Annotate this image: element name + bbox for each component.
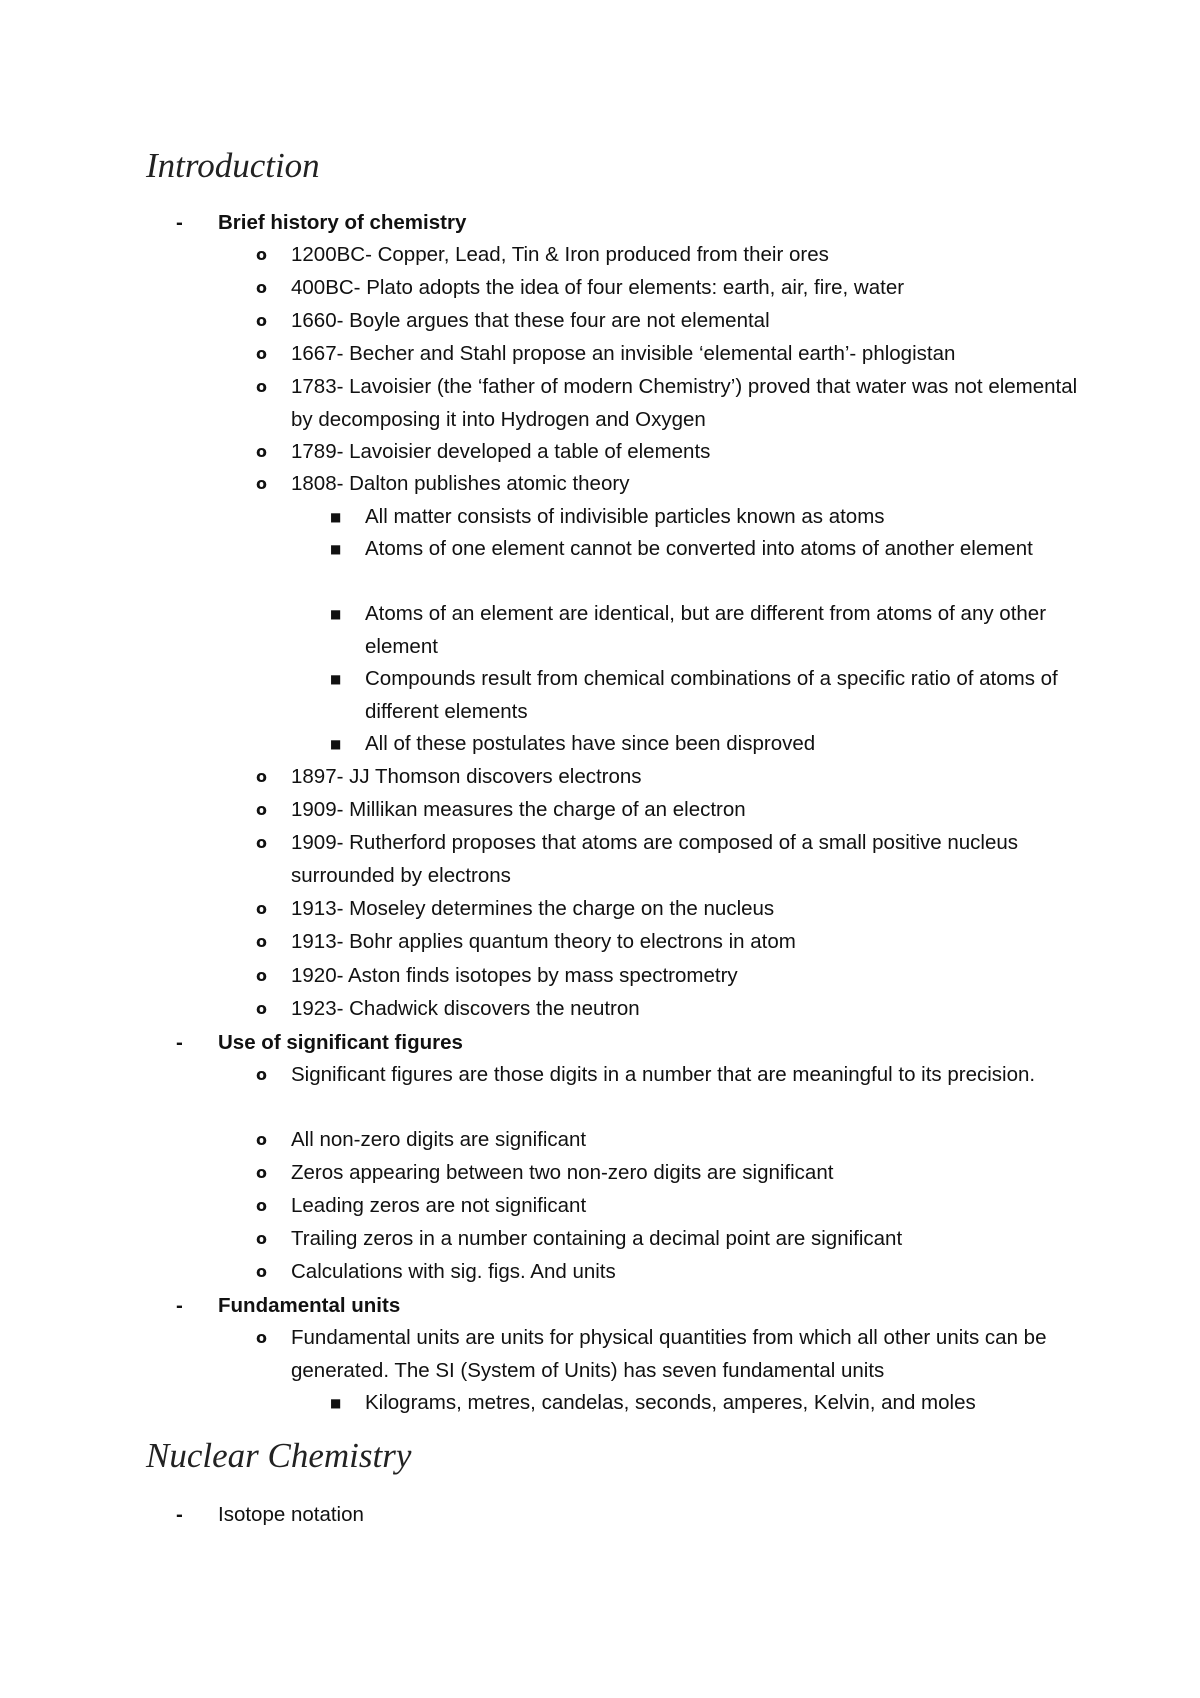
square-bullet-icon: ■ [330,542,342,556]
circle-bullet-icon: o [256,1328,267,1347]
circle-bullet-icon: o [256,1130,267,1149]
document-page: Introduction - Brief history of chemistry o 1200BC- Copper, Lead, Tin & Iron produced from their ores o 400BC- Plato adopts the idea of four elements: earth, air, fire, water o 1660- Boyle argues that these four are not elemental o 1667- Becher and Stahl propose an invisible ‘elemental earth’- phlogistan o 1783- Lavoisier (the ‘father of modern Chemistry’) proved that water was not elemental by decomposing it into Hydrogen and Oxygen o 1789- Lavoisier developed a table of elements o 1808- Dalton publishes atomic theory ■ All matter consists of indivisible particles known as atoms ■ Atoms of one element cannot be converted into atoms of another element ■ Atoms of an element are identical, but are different from atoms of any other element ■ Compounds result from chemical combinations of a specific ratio of atoms of different elements ■ All of these postulates have since been disproved o 1897- JJ Thomson discovers electrons o 1909- Millikan measures the charge of an electron o 1909- Rutherford proposes that atoms are composed of a small positive nucleus surrounded by electrons o 1913- Moseley determines the charge on the nucleus o 1913- Bohr applies quantum theory to electrons in atom o 1920- Aston finds isotopes by mass spectrometry o 1923- Chadwick discovers the neutron - Use of significant figures o Significant figures are those digits in a number that are meaningful to its precision. o All non-zero digits are significant o Zeros appearing between two non-zero digits are significant o Leading zeros are not significant o Trailing zeros in a number containing a decimal point are significant o Calculations with sig. figs. And units - Fundamental units o Fundamental units are units for physical quantities from which all other units can be generated. The SI (System of Units) has seven fundamental units ■ Kilograms, metres, candelas, seconds, amperes, Kelvin, and moles Nuclear Chemistry - Isotope notation [0,0,1200,1698]
circle-bullet-icon: o [256,278,267,297]
dash-bullet: - [176,211,183,234]
square-bullet-icon: ■ [330,607,342,621]
square-bullet-icon: ■ [330,1396,342,1410]
square-bullet-icon: ■ [330,737,342,751]
section-title-introduction: Introduction [146,146,320,185]
circle-bullet-icon: o [256,800,267,819]
circle-bullet-icon: o [256,767,267,786]
section-title-nuclear-chemistry: Nuclear Chemistry [146,1436,412,1475]
circle-bullet-icon: o [256,966,267,985]
circle-bullet-icon: o [256,442,267,461]
circle-bullet-icon: o [256,474,267,493]
circle-bullet-icon: o [256,999,267,1018]
square-bullet-icon: ■ [330,672,342,686]
circle-bullet-icon: o [256,899,267,918]
circle-bullet-icon: o [256,1196,267,1215]
circle-bullet-icon: o [256,377,267,396]
circle-bullet-icon: o [256,311,267,330]
circle-bullet-icon: o [256,1065,267,1084]
circle-bullet-icon: o [256,1229,267,1248]
circle-bullet-icon: o [256,1163,267,1182]
circle-bullet-icon: o [256,833,267,852]
circle-bullet-icon: o [256,344,267,363]
square-bullet-icon: ■ [330,510,342,524]
circle-bullet-icon: o [256,932,267,951]
dash-bullet: - [176,1294,183,1317]
dash-bullet: - [176,1031,183,1054]
dash-bullet: - [176,1503,183,1526]
circle-bullet-icon: o [256,245,267,264]
circle-bullet-icon: o [256,1262,267,1281]
